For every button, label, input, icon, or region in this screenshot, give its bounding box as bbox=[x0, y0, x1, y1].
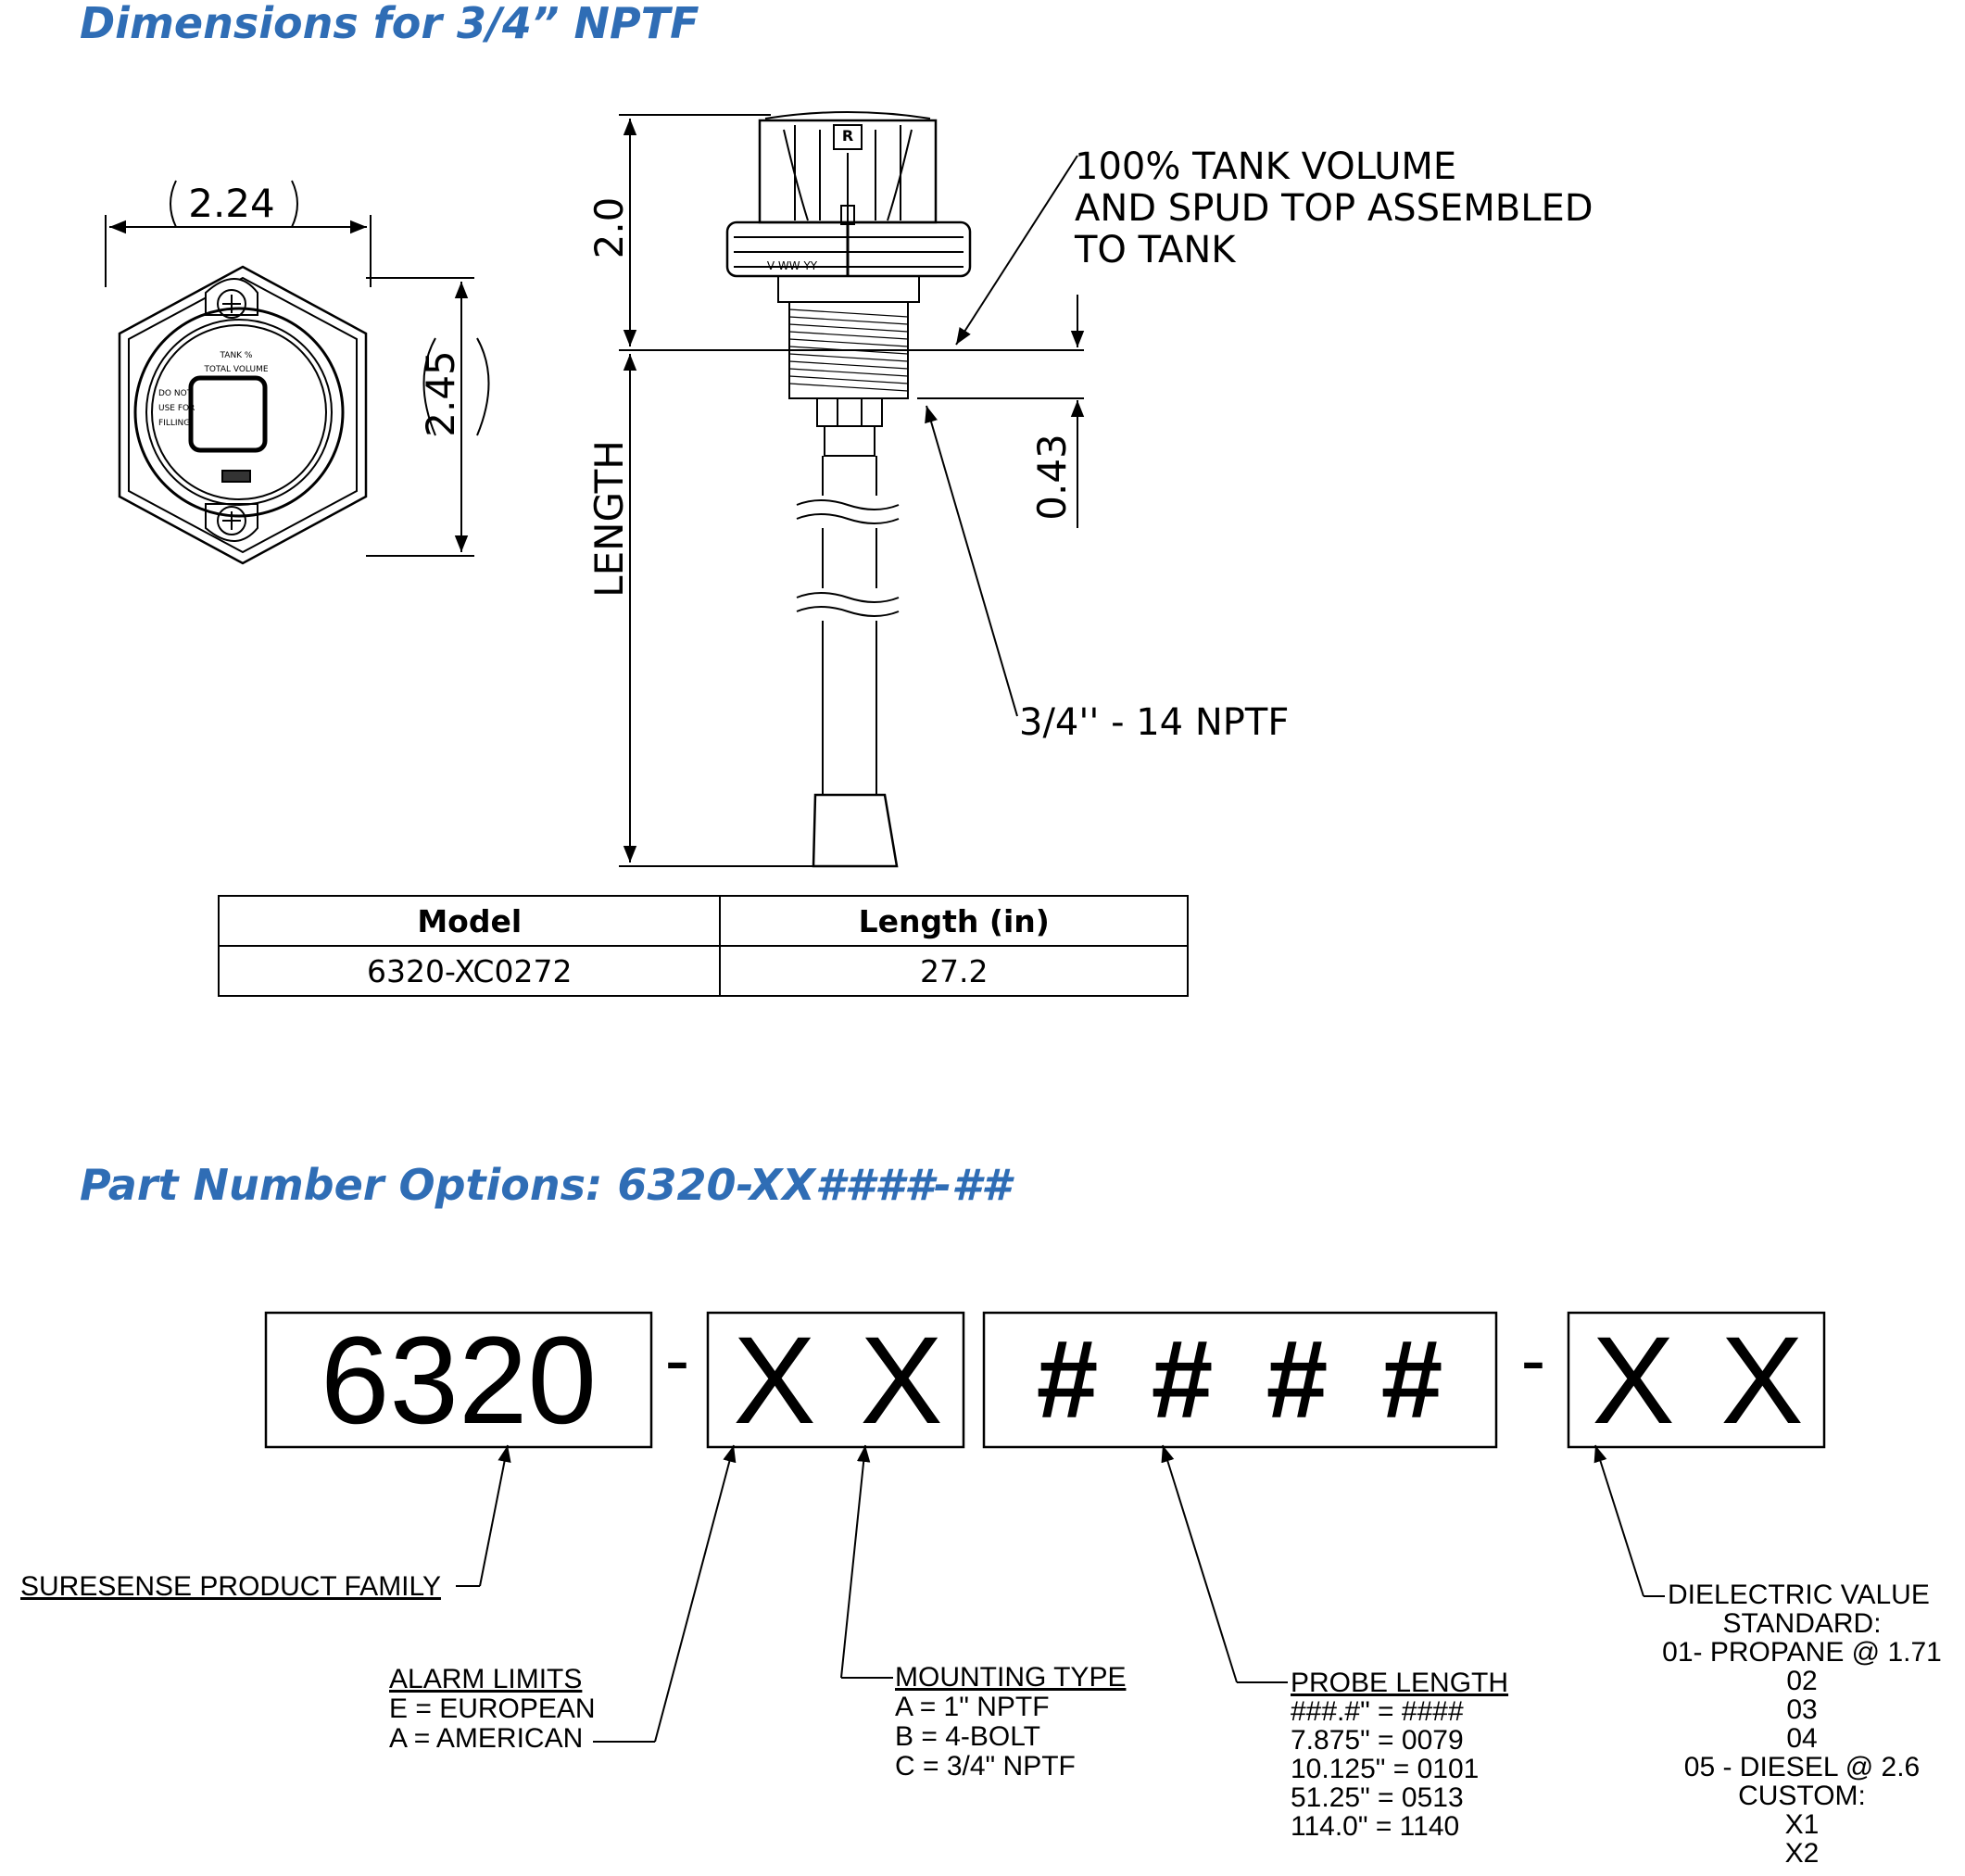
part-number-heading: Part Number Options: 6320-XX####-## bbox=[80, 1160, 1011, 1210]
dimensions-heading: Dimensions for 3/4” NPTF bbox=[80, 0, 699, 48]
alarm-limits-title: ALARM LIMITS bbox=[389, 1664, 583, 1694]
probe-length-title: PROBE LENGTH bbox=[1291, 1668, 1509, 1698]
face-label-2: TOTAL VOLUME bbox=[204, 365, 269, 374]
top-height-dim: 2.45 bbox=[418, 350, 463, 437]
dielectric-code-2: X bbox=[1720, 1312, 1804, 1450]
table-header-model: Model bbox=[219, 896, 720, 946]
volume-callout-line-3: TO TANK bbox=[1075, 229, 1236, 271]
probe-length-example-4: 114.0" = 1140 bbox=[1291, 1811, 1460, 1842]
dielectric-line-9: X2 bbox=[1784, 1838, 1820, 1869]
mounting-type-code: X bbox=[860, 1312, 943, 1450]
warning-label-1: DO NOT bbox=[158, 389, 193, 398]
thread-height-dim: 0.43 bbox=[1029, 434, 1075, 521]
thread-callout: 3/4'' - 14 NPTF bbox=[1019, 701, 1290, 744]
dielectric-line-6: 05 - DIESEL @ 2.6 bbox=[1683, 1752, 1921, 1782]
dielectric-line-2: 01- PROPANE @ 1.71 bbox=[1662, 1637, 1942, 1668]
table-cell-length: 27.2 bbox=[720, 946, 1188, 996]
model-length-table bbox=[218, 895, 1189, 997]
probe-length-example-2: 10.125" = 0101 bbox=[1291, 1754, 1480, 1784]
table-header-length: Length (in) bbox=[720, 896, 1188, 946]
table-header-row bbox=[219, 896, 1188, 946]
length-dim-label: LENGTH bbox=[586, 440, 632, 598]
separator-dash-1: - bbox=[664, 1318, 690, 1401]
warning-label-2: USE FOR bbox=[158, 404, 195, 413]
mounting-option-b: B = 4-BOLT bbox=[895, 1721, 1041, 1752]
probe-length-digit-3: # bbox=[1266, 1317, 1329, 1442]
probe-length-format: ###.#" = #### bbox=[1291, 1696, 1464, 1727]
probe-length-digit-4: # bbox=[1380, 1317, 1443, 1442]
table-row bbox=[219, 946, 1188, 996]
cap-logo-mark: R bbox=[841, 127, 854, 145]
mounting-option-a: A = 1" NPTF bbox=[895, 1692, 1050, 1722]
cap-height-dim: 2.0 bbox=[586, 196, 632, 259]
volume-callout-line-1: 100% TANK VOLUME bbox=[1075, 145, 1457, 188]
volume-callout-line-2: AND SPUD TOP ASSEMBLED bbox=[1075, 187, 1593, 230]
dielectric-line-1: STANDARD: bbox=[1722, 1608, 1882, 1639]
dielectric-line-4: 03 bbox=[1786, 1694, 1818, 1725]
warning-label-3: FILLING bbox=[158, 419, 191, 428]
dielectric-code-1: X bbox=[1592, 1312, 1675, 1450]
separator-dash-2: - bbox=[1520, 1318, 1546, 1401]
dielectric-line-5: 04 bbox=[1786, 1723, 1818, 1754]
face-label-1: TANK % bbox=[220, 351, 253, 360]
dielectric-title: DIELECTRIC VALUE bbox=[1668, 1580, 1930, 1610]
probe-length-example-1: 7.875" = 0079 bbox=[1291, 1725, 1464, 1756]
dielectric-line-8: X1 bbox=[1784, 1809, 1820, 1840]
alarm-limits-code: X bbox=[733, 1312, 816, 1450]
dielectric-line-3: 02 bbox=[1786, 1666, 1818, 1696]
alarm-option-european: E = EUROPEAN bbox=[389, 1693, 596, 1724]
table-cell-model: 6320-XC0272 bbox=[219, 946, 720, 996]
family-code: 6320 bbox=[320, 1312, 598, 1450]
probe-length-digit-1: # bbox=[1036, 1317, 1099, 1442]
top-width-dim: 2.24 bbox=[188, 181, 275, 226]
alarm-option-american: A = AMERICAN bbox=[389, 1723, 584, 1754]
mounting-type-title: MOUNTING TYPE bbox=[895, 1662, 1127, 1693]
family-label: SURESENSE PRODUCT FAMILY bbox=[20, 1571, 441, 1602]
probe-length-digit-2: # bbox=[1151, 1317, 1214, 1442]
mounting-option-c: C = 3/4" NPTF bbox=[895, 1751, 1076, 1782]
date-code: V WW YY bbox=[766, 259, 818, 272]
probe-length-example-3: 51.25" = 0513 bbox=[1291, 1782, 1464, 1813]
dielectric-line-7: CUSTOM: bbox=[1738, 1781, 1866, 1811]
side-view bbox=[619, 112, 1084, 866]
